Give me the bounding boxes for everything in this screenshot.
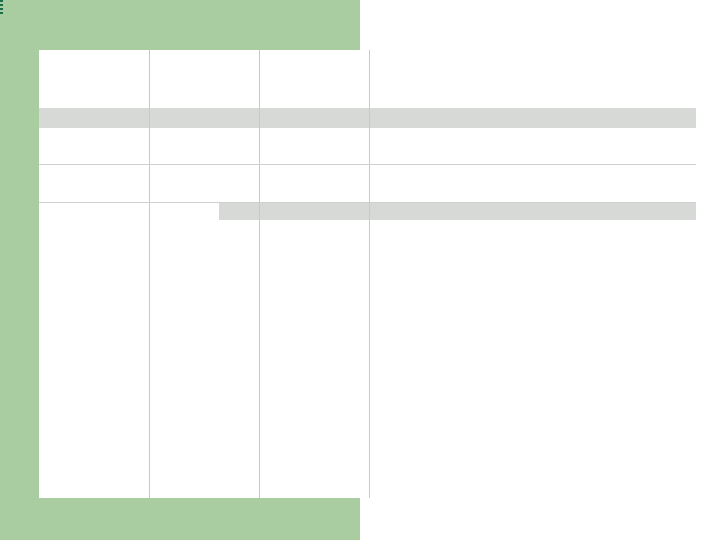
micro-row-gost — [369, 374, 480, 392]
micro-row-name — [0, 274, 110, 322]
water-quality-table — [39, 50, 696, 498]
header-indicator — [39, 50, 149, 108]
micro-row-sanpin — [259, 392, 369, 410]
micro-row-name — [0, 462, 149, 480]
header-who — [480, 50, 590, 108]
micro-row-unit — [149, 324, 259, 374]
micro-row-who — [480, 238, 590, 255]
micro-row-name — [0, 412, 149, 462]
micro-row-unit — [149, 392, 259, 410]
micro-row-name — [0, 238, 149, 255]
micro-row-gost — [369, 238, 480, 255]
micro-row-name — [0, 480, 149, 498]
micro-row-unit — [149, 480, 259, 498]
micro-row-unit — [149, 255, 259, 273]
header-eu — [590, 50, 696, 108]
corner-marker — [0, 0, 3, 14]
micro-row-gost — [369, 462, 480, 480]
chem-row-sanpin — [259, 130, 369, 164]
micro-row-name — [0, 392, 149, 410]
micro-row-who — [480, 221, 590, 238]
micro-row-name — [0, 255, 149, 273]
micro-row-name — [0, 221, 149, 238]
grid-line — [369, 50, 370, 498]
chem-row-name — [0, 130, 149, 164]
micro-row-who — [480, 374, 590, 392]
chem-row-unit — [149, 166, 259, 202]
micro-row-name — [0, 324, 149, 374]
header-sanpin — [259, 50, 369, 108]
micro-row-sanpin — [259, 255, 369, 273]
chem-row-sanpin — [259, 166, 369, 202]
grid-line — [39, 202, 696, 203]
grid-line — [259, 50, 260, 498]
micro-row-gost — [369, 412, 480, 462]
header-units — [149, 50, 259, 108]
micro-row-name — [0, 374, 149, 392]
chem-row-unit — [149, 130, 259, 164]
grid-line — [39, 164, 696, 165]
header-gost — [369, 50, 480, 108]
section-micro — [219, 203, 696, 220]
micro-row-sanpin — [259, 412, 369, 462]
micro-row-sanpin — [259, 324, 369, 374]
micro-row-who — [480, 480, 590, 498]
micro-row-sanpin — [259, 480, 369, 498]
micro-row-gost — [369, 221, 480, 238]
micro-row-unit — [149, 274, 259, 322]
micro-row-who — [480, 462, 590, 480]
micro-row-eu — [590, 274, 696, 322]
micro-row-gost — [369, 480, 480, 498]
grid-line — [149, 50, 150, 498]
micro-row-who — [480, 255, 590, 273]
section-chemical — [39, 108, 696, 128]
micro-row-sanpin — [259, 274, 369, 322]
chem-row-name — [0, 166, 149, 202]
micro-row-sanpin — [259, 238, 369, 255]
micro-row-unit — [149, 412, 259, 462]
